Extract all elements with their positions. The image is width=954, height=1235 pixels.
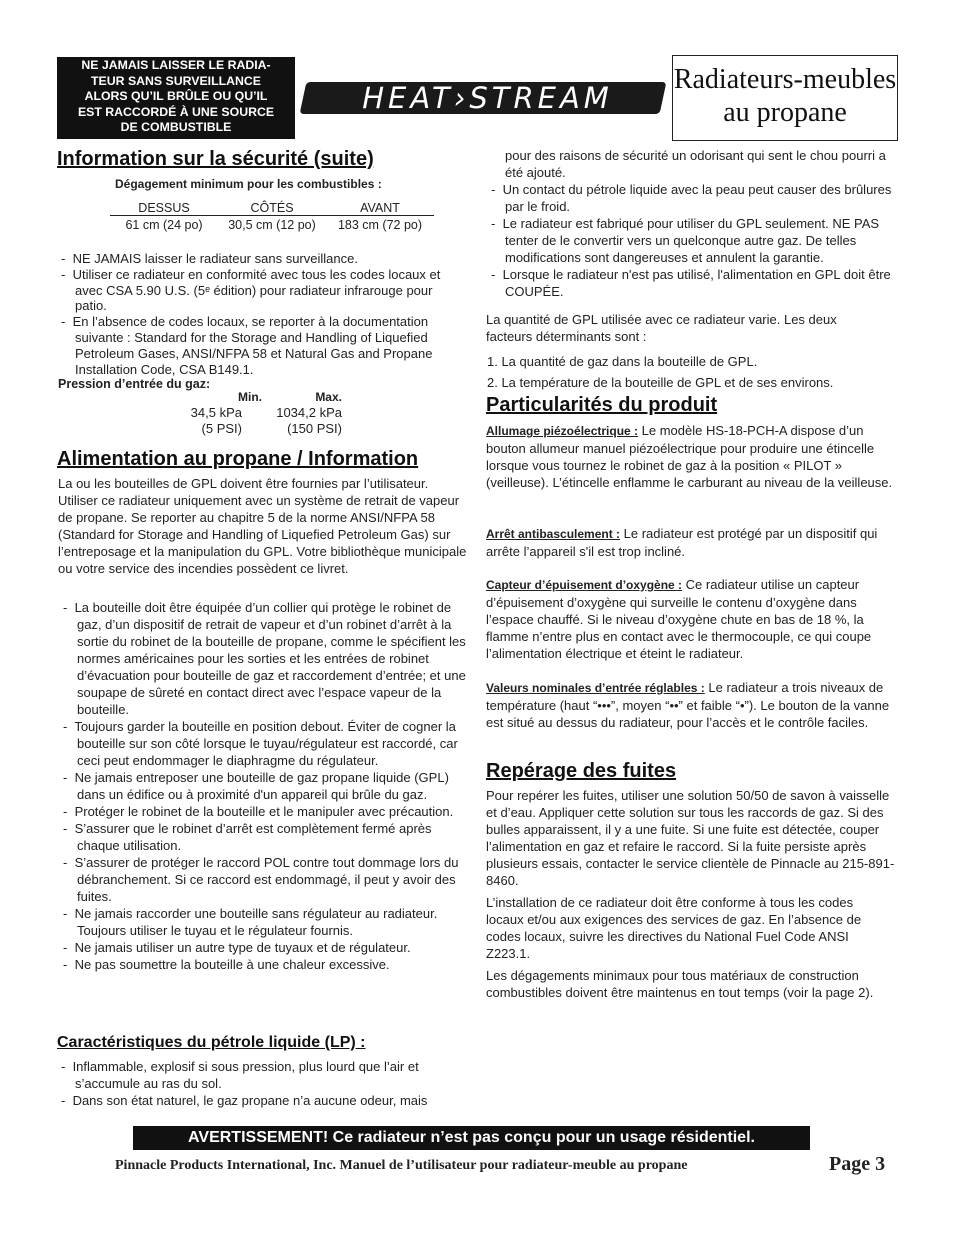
clearance-value: 30,5 cm (12 po): [228, 218, 316, 232]
list-item: - Inflammable, explosif si sous pression, plus lourd que l’air et s’accumule au ras du sol.: [61, 1059, 419, 1091]
feature-input-ratings: Valeurs nominales d’entrée réglables : Le radiateur a trois niveaux de température (haut “•••”, moyen “••” et faible “•”). Le bouton de la vanne est situé au dessus du radiateur, pour l’accès et le contrôle faciles.: [486, 680, 890, 730]
list-item: - Le radiateur est fabriqué pour utiliser du GPL seulement. NE PAS tenter de le convertir vers un quelconque autre gaz. De telles modifications sont dangereuses et annulent la garantie.: [491, 216, 880, 265]
feature-label: Arrêt antibasculement :: [486, 527, 621, 541]
clearance-value-row: [110, 218, 434, 232]
clearance-paragraph: Les dégagements minimaux pour tous matériaux de construction combustibles doivent être maintenus en tout temps (voir la page 2).: [486, 968, 874, 1000]
feature-ignition: Allumage piézoélectrique : Le modèle HS-18-PCH-A dispose d’un bouton allumeur manuel piézoélectrique pour produire une étincelle lorsque vous tournez le robinet de gaz à la position « PILOT » (veilleuse). L’étincelle enflamme le carburant au niveau de la veilleuse.: [486, 423, 893, 490]
feature-label: Valeurs nominales d’entrée réglables :: [486, 681, 705, 695]
pressure-min-psi: (5 PSI): [201, 421, 242, 436]
warning-line: TEUR SANS SURVEILLANCE: [91, 73, 261, 88]
clearance-value: 61 cm (24 po): [125, 218, 203, 232]
list-item: - La bouteille doit être équipée d’un collier qui protège le robinet de gaz, d’un dispositif de retrait de vapeur et d’un robinet d’arrêt à la sortie du robinet de la bouteille de propane, comme le spécifient les normes américaines pour les sorties et les entrées de robinet d’évacuation pour bouteille de gaz et raccordement d’entrée; et une soupape de sûreté en contact direct avec l’espace vapeur de la bouteille.: [63, 600, 466, 717]
title-line: au propane: [723, 97, 847, 128]
lp-bullets-continued: [488, 181, 894, 300]
residential-use-warning: AVERTISSEMENT! Ce radiateur n’est pas conçu pour un usage résidentiel.: [133, 1126, 810, 1150]
list-item: 2. La température de la bouteille de GPL et de ses environs.: [487, 375, 834, 390]
clearance-header-row: [110, 201, 434, 216]
warning-line: EST RACCORDÉ À UNE SOURCE: [77, 104, 275, 119]
feature-oxygen-sensor: Capteur d’épuisement d’oxygène : Ce radiateur utilise un capteur d’épuisement d’oxygène qui surveille le contenu d’oxygène dans l’espace chauffé. Si le niveau d’oxygène chute en bas de 18 %, la flamme n’entre plus en contact avec le thermocouple, ce qui coupe l’alimentation électrique et éteint le radiateur.: [486, 577, 872, 661]
pressure-label: Pression d’entrée du gaz:: [58, 377, 211, 392]
pressure-min-kpa: 34,5 kPa: [190, 405, 242, 420]
pressure-max-psi: (150 PSI): [287, 421, 342, 436]
title-line: Radiateurs-meubles: [673, 64, 897, 95]
unattended-warning-box: [57, 57, 295, 139]
pressure-table: [180, 389, 342, 437]
list-item: - S’assurer que le robinet d’arrêt est complètement fermé après chaque utilisation.: [63, 821, 432, 853]
pressure-min-label: Min.: [238, 390, 262, 404]
lp-continued: pour des raisons de sécurité un odorisant qui sent le chou pourri a été ajouté.: [505, 148, 886, 180]
lp-characteristics-heading: Caractéristiques du pétrole liquide (LP) :: [57, 1034, 366, 1051]
list-item: - Toujours garder la bouteille en position debout. Éviter de cogner la bouteille sur son côté lorsque le tuyau/régulateur est raccordé, car ceci peut endommager le diaphragme du régulateur.: [63, 719, 458, 768]
feature-tip-over: Arrêt antibasculement : Le radiateur est protégé par un dispositif qui arrête l’appareil s'il est trop incliné.: [486, 526, 878, 559]
list-item: - Utiliser ce radiateur en conformité avec tous les codes locaux et avec CSA 5.90 U.S. (5ᵉ édition) pour radiateur infrarouge pour patio.: [61, 266, 441, 314]
page-number: Page 3: [829, 1153, 886, 1175]
list-item: - Dans son état naturel, le gaz propane n’a aucune odeur, mais: [61, 1093, 428, 1108]
list-item: - Ne jamais raccorder une bouteille sans régulateur au radiateur. Toujours utiliser le tuyau et le régulateur fournis.: [63, 906, 438, 938]
clearance-header: DESSUS: [138, 201, 190, 215]
list-item: - Protéger le robinet de la bouteille et le manipuler avec précaution.: [63, 804, 454, 819]
list-item: - En l’absence de codes locaux, se reporter à la documentation suivante : Standard for the Storage and Handling of Liquefied Petroleum Gases, ANSI/NFPA 58 et Natural Gas and Propane Installation Code, CSA B149.1.: [61, 314, 433, 377]
leak-paragraph: Pour repérer les fuites, utiliser une solution 50/50 de savon à vaisselle et d’eau. Appliquer cette solution sur tous les raccords de gaz. Si des bulles apparaissent, il y a une fuite. Si une fuite est détectée, couper l’alimentation en gaz et refaire le raccord. Si la fuite persiste après plusieurs essais, contacter le service clientèle de Pinnacle au 215-891-8460.: [486, 788, 895, 888]
pressure-max-kpa: 1034,2 kPa: [276, 405, 342, 420]
document-title: [672, 55, 898, 141]
list-item: - Ne jamais entreposer une bouteille de gaz propane liquide (GPL) dans un édifice ou à proximité d'un appareil qui brûle du gaz.: [63, 770, 449, 802]
supply-bullets: [60, 599, 468, 973]
list-item: - S’assurer de protéger le raccord POL contre tout dommage lors du débranchement. Si ce raccord est endommagé, il peut y avoir des fuites.: [63, 855, 459, 904]
list-item: - Lorsque le radiateur n'est pas utilisé, l'alimentation en GPL doit être COUPÉE.: [491, 267, 891, 299]
safety-heading: Information sur la sécurité (suite): [57, 148, 374, 170]
clearance-value: 183 cm (72 po): [337, 218, 423, 232]
feature-label: Allumage piézoélectrique :: [486, 424, 639, 438]
installation-paragraph: L’installation de ce radiateur doit être conforme à tous les codes locaux et/ou aux exigences des services de gaz. En l’absence de codes locaux, suivre les directives du National Fuel Code ANSI Z223.1.: [486, 895, 862, 961]
supply-paragraph: La ou les bouteilles de GPL doivent être fournies par l’utilisateur. Utiliser ce radiateur uniquement avec un système de retrait de vapeur de propane. Se reporter au chapitre 5 de la norme ANSI/NFPA 58 (Standard for Storage and Handling of Liquefied Petroleum Gas) sur l’entreposage et la manipulation du GPL. Votre bibliothèque municipale ou votre service des incendies possèdent ce livret.: [58, 476, 467, 576]
clearance-table: [110, 201, 434, 232]
safety-bullets: [58, 251, 466, 393]
publisher-line: Pinnacle Products International, Inc. Manuel de l’utilisateur pour radiateur-meuble au propane: [115, 1158, 688, 1173]
feature-label: Capteur d’épuisement d’oxygène :: [486, 578, 683, 592]
features-heading: Particularités du produit: [486, 394, 718, 416]
warning-line: ALORS QU’IL BRÛLE OU QU’IL: [84, 89, 268, 104]
clearance-label: Dégagement minimum pour les combustibles :: [115, 177, 382, 191]
lp-bullets: [58, 1058, 466, 1109]
clearance-header: AVANT: [360, 201, 400, 215]
list-item: - Ne jamais utiliser un autre type de tuyaux et de régulateur.: [63, 940, 411, 955]
list-item: - Ne pas soumettre la bouteille à une chaleur excessive.: [63, 957, 390, 972]
leak-detection-heading: Repérage des fuites: [486, 760, 677, 782]
warning-line: DE COMBUSTIBLE: [120, 120, 232, 135]
gpl-intro: La quantité de GPL utilisée avec ce radiateur varie. Les deux facteurs déterminants sont :: [486, 312, 837, 344]
list-item: - NE JAMAIS laisser le radiateur sans surveillance.: [61, 251, 358, 266]
heatstream-logo: HEAT›STREAM: [362, 81, 613, 115]
propane-supply-heading: Alimentation au propane / Information: [57, 448, 419, 470]
list-item: - Un contact du pétrole liquide avec la peau peut causer des brûlures par le froid.: [491, 182, 892, 214]
warning-line: NE JAMAIS LAISSER LE RADIA-: [81, 58, 271, 72]
clearance-header: CÔTÉS: [250, 201, 294, 215]
pressure-max-label: Max.: [315, 390, 342, 404]
gpl-factors: [487, 351, 887, 393]
list-item: 1. La quantité de gaz dans la bouteille de GPL.: [487, 354, 758, 369]
